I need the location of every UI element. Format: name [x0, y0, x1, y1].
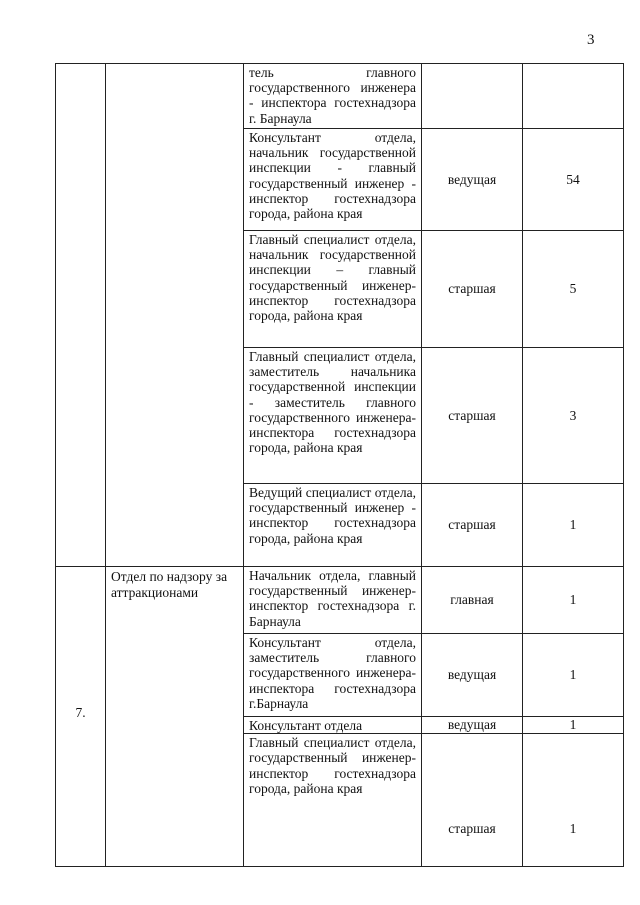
group-cell: ведущая	[422, 129, 523, 231]
page-number: 3	[587, 32, 595, 48]
group-cell	[422, 64, 523, 129]
number-cell	[56, 64, 106, 567]
position-cell: тель главного государственного инженера - инспектора гостехнадзора г. Барнаула	[244, 64, 422, 129]
number-cell	[56, 567, 106, 867]
table-row	[56, 567, 624, 634]
position-cell: Главный специалист отдела, начальник государственной инспекции – главный государственный инженер-инспектор гостехнадзора города, района края	[244, 231, 422, 348]
count-cell: 1	[523, 484, 624, 567]
position-cell: Консультант отдела, заместитель главного государственного инженера-инспектора гостехнадзора г.Барнаула	[244, 634, 422, 717]
staff-table	[55, 63, 624, 867]
position-cell: Консультант отдела, начальник государственной инспекции - главный государственный инженер - инспектор гостехнадзора города, района края	[244, 129, 422, 231]
count-cell: 1	[523, 734, 624, 867]
group-cell: ведущая	[422, 717, 523, 734]
count-cell: 1	[523, 634, 624, 717]
count-cell: 3	[523, 348, 624, 484]
position-cell: Начальник отдела, главный государственный инженер-инспектор гостехнадзора г. Барнаула	[244, 567, 422, 634]
department-cell: Отдел по надзору за аттракционами	[106, 567, 244, 867]
count-cell: 5	[523, 231, 624, 348]
position-cell: Ведущий специалист отдела, государственный инженер - инспектор гостехнадзора города, района края	[244, 484, 422, 567]
group-cell: старшая	[422, 231, 523, 348]
count-cell: 1	[523, 567, 624, 634]
group-cell: старшая	[422, 484, 523, 567]
count-cell: 1	[523, 717, 624, 734]
group-cell: старшая	[422, 734, 523, 867]
count-cell: 54	[523, 129, 624, 231]
group-cell: ведущая	[422, 634, 523, 717]
position-cell: Главный специалист отдела, заместитель начальника государственной инспекции - заместитель главного государственного инженера-инспектора гостехнадзора города, района края	[244, 348, 422, 484]
group-cell: старшая	[422, 348, 523, 484]
table-row	[56, 64, 624, 129]
section-number: 7.	[75, 705, 86, 720]
department-cell	[106, 64, 244, 567]
position-cell: Главный специалист отдела, государственный инженер-инспектор гостехнадзора города, района края	[244, 734, 422, 867]
count-cell	[523, 64, 624, 129]
position-cell: Консультант отдела	[244, 717, 422, 734]
group-cell: главная	[422, 567, 523, 634]
